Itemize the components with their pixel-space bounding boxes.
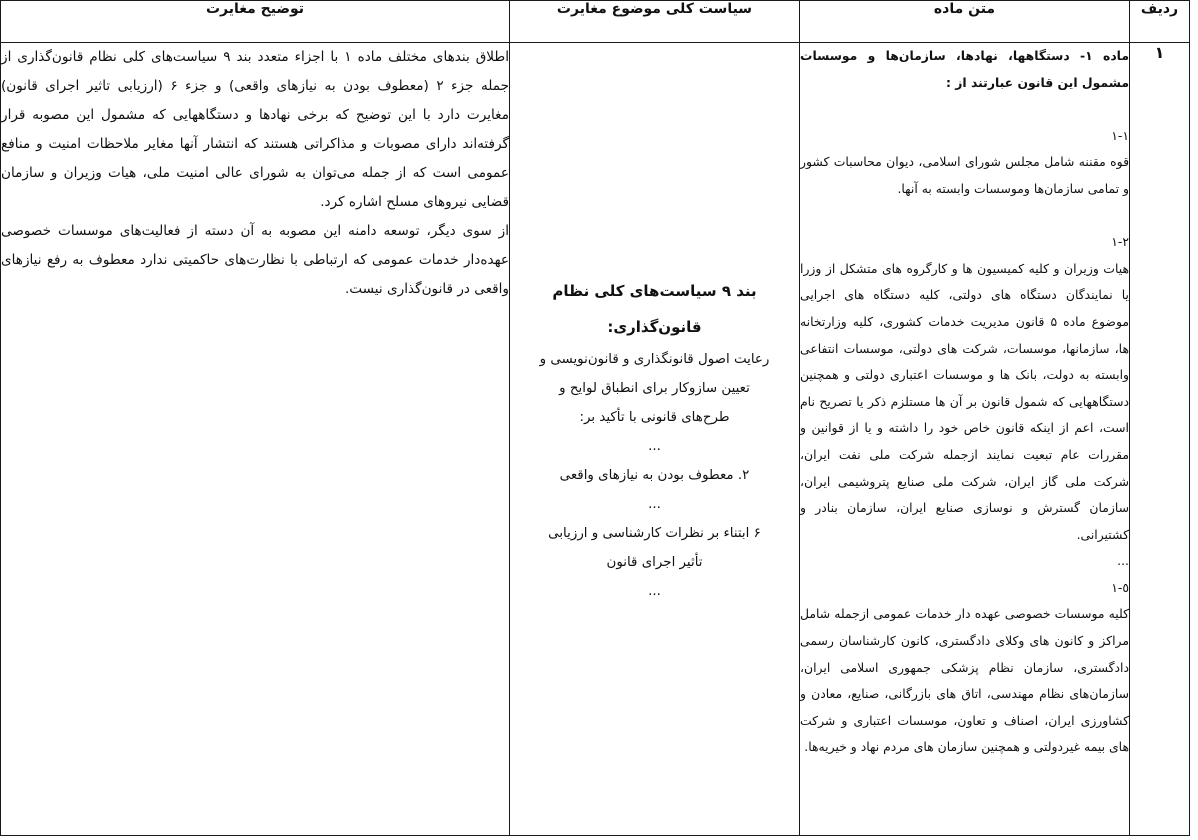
clause-1-2-text: هیات وزیران و کلیه کمیسیون ها و کارگروه های متشکل از وزرا یا نمایندگان دستگاه های دولتی، کلیه دستگاه های اجرایی موضوع ماده ۵ قانون مدیریت خدمات کشوری، کلیه وزارتخانه ها، سازمانها، موسسات، شرکت های دولتی، موسسات انتفاعی وابسته به دولت، بانک ها و موسسات اعتباری دولتی و همچنین دستگاههایی که شمول قانون بر آن ها مستلزم ذکر یا تصریح نام است، اعم از اینکه قانون خاص خود را داشته و یا از قوانین و مقررات عام تبعیت نمایند ازجمله شرکت ملی نفت ایران، شرکت ملی گاز ایران، شرکت ملی صنایع پتروشیمی ایران، سازمان گسترش و نوسازی صنایع ایران، سازمان بنادر و کشتیرانی.	[800, 260, 1129, 542]
article-text-cell	[800, 43, 1130, 836]
clause-1-5-text: کلیه موسسات خصوصی عهده دار خدمات عمومی ازجمله شامل مراکز و کانون های وکلای دادگستری، کانون کارشناسان رسمی دادگستری، سازمان نظام پزشکی جمهوری اسلامی ایران، سازمان‌های نظام مهندسی، اتاق های بازرگانی، صنایع، معادن و کشاورزی ایران، اصناف و تعاون، موسسات اعتباری و شرکت های بیمه غیردولتی و همچنین سازمان های مردم نهاد و خیریه‌ها.	[800, 606, 1129, 755]
clause-ellipsis: ...	[1117, 553, 1129, 569]
article-title: ماده ١- دستگاهها، نهادها، سازمان‌ها و موسسات مشمول این قانون عبارتند از :	[800, 48, 1130, 90]
policy-intro: رعایت اصول قانونگذاری و قانون‌نویسی و تعیین سازوکار برای انطباق لوایح و طرح‌های قانونی با تأکید بر:	[539, 351, 770, 425]
table-row	[1, 43, 1190, 836]
clause-1-1-label: ١-١	[1111, 127, 1129, 143]
policy-ellipsis-1: ...	[648, 438, 661, 454]
policy-ellipsis-3: ...	[648, 583, 661, 599]
row-number: ١	[1130, 43, 1190, 836]
clause-1-1-text: قوه مقننه شامل مجلس شورای اسلامی، دیوان محاسبات کشور و تمامی سازمان‌ها وموسسات وابسته به آنها.	[800, 154, 1129, 196]
header-row-number: ردیف	[1130, 1, 1190, 43]
policy-ellipsis-2: ...	[648, 496, 661, 512]
table-header-row	[1, 1, 1190, 43]
policy-item-2: ۲. معطوف بودن به نیازهای واقعی	[559, 467, 750, 483]
header-description: توضیح مغایرت	[1, 1, 510, 43]
policy-title: بند ۹ سیاست‌های کلی نظام قانون‌گذاری:	[552, 281, 757, 336]
clause-1-2-label: ٢-١	[1111, 234, 1129, 250]
clause-1-5-label: ٥-١	[1111, 579, 1129, 595]
header-article-text: متن ماده	[800, 1, 1130, 43]
description-cell	[1, 43, 510, 836]
header-policy: سیاست کلی موضوع مغایرت	[510, 1, 800, 43]
policy-item-6: ۶ ابتناء بر نظرات کارشناسی و ارزیابی تأثیر اجرای قانون	[548, 525, 761, 570]
policy-cell	[510, 43, 800, 836]
description-paragraph-1: اطلاق بندهای مختلف ماده ۱ با اجزاء متعدد بند ۹ سیاست‌های کلی نظام قانون‌گذاری از جمله جزء ۲ (معطوف بودن به نیازهای واقعی) و جزء ۶ (ارزیابی تاثیر اجرای قانون) مغایرت دارد با این توضیح که برخی نهادها و دستگاههایی که مشمول این مصوبه قرار گرفته‌اند دارای مصوبات و مذاکراتی هستند که انتشار آنها مغایر ملاحظات امنیت و منافع عمومی است که از جمله می‌توان به شورای عالی امنیت ملی، هیات وزیران و سازمان قضایی نیروهای مسلح اشاره کرد.	[1, 49, 509, 210]
description-paragraph-2: از سوی دیگر، توسعه دامنه این مصوبه به آن دسته از فعالیت‌های موسسات خصوصی عهده‌دار خدمات عمومی که ارتباطی با نظارت‌های حاکمیتی ندارد معطوف به رفع نیازهای واقعی در قانون‌گذاری نیست.	[1, 223, 509, 297]
